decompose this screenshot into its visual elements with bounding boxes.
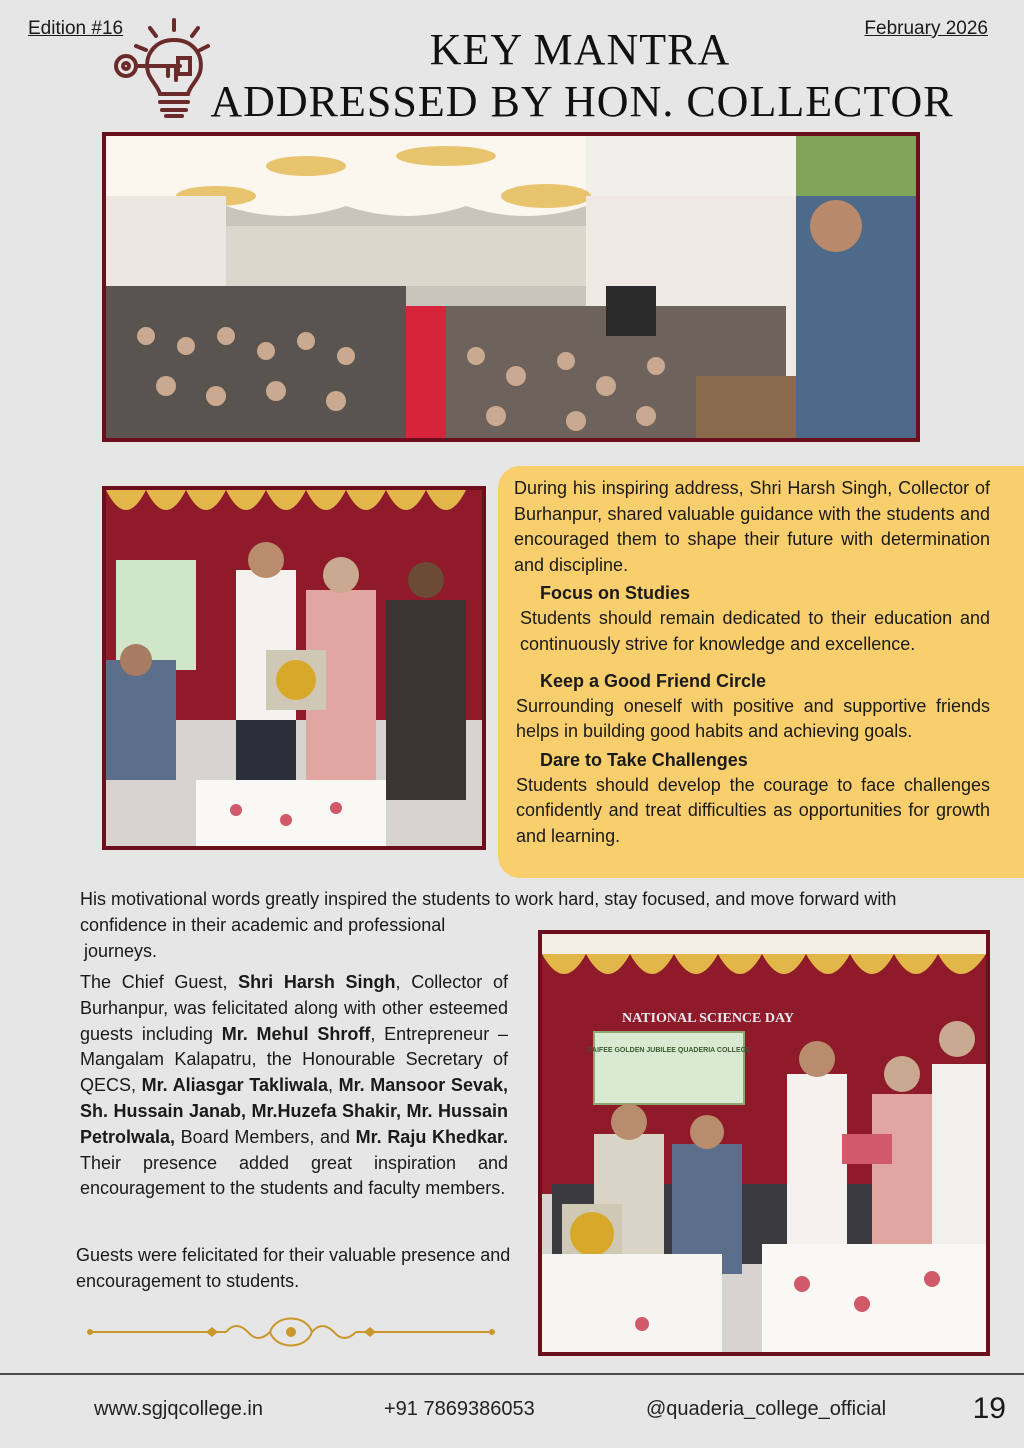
edition-label: Edition #16 xyxy=(28,18,124,39)
page-title-line2: ADDRESSED BY HON. COLLECTOR xyxy=(210,77,954,126)
guest-name-bold: Mr. Raju Khedkar. xyxy=(355,1126,508,1147)
guest-text: , xyxy=(328,1075,339,1096)
guest-text: Board Members, and xyxy=(175,1126,356,1147)
point-heading-3: Dare to Take Challenges xyxy=(540,749,748,770)
motivation-line-1: His motivational words greatly inspired the students to work hard, stay focused, and move forward with xyxy=(80,889,897,909)
audience-photo xyxy=(102,132,920,442)
felicitation-photo-left xyxy=(102,486,486,850)
footer-phone[interactable]: +91 7869386053 xyxy=(384,1398,535,1420)
point-text-2: Surrounding oneself with positive and supportive friends helps in building good habits and achieving goals. xyxy=(516,695,990,742)
guest-text: Their presence added great inspiration and encouragement to the students and faculty members. xyxy=(80,1152,508,1199)
footer-website[interactable]: www.sgjqcollege.in xyxy=(94,1398,263,1420)
ornament-divider-icon xyxy=(86,1312,496,1352)
motivation-line-2: confidence in their academic and professional xyxy=(80,915,446,935)
science-day-text: NATIONAL SCIENCE DAY xyxy=(622,1011,794,1026)
guest-text: The Chief Guest, xyxy=(80,972,239,992)
guest-text: , Collector of Burhanpur, was felicitated along with other esteemed guests including xyxy=(80,972,508,1044)
point-heading-1: Focus on Studies xyxy=(540,583,691,604)
key-mantra-infobox xyxy=(498,466,1024,878)
guest-text: , Entrepreneur – Mangalam Kalapatru, the Honourable Secretary of QECS, xyxy=(80,1023,508,1096)
footer-social-handle[interactable]: @quaderia_college_official xyxy=(646,1398,887,1420)
page-title-line1: KEY MANTRA xyxy=(429,25,731,74)
footer-divider xyxy=(0,1373,1024,1375)
issue-month: February 2026 xyxy=(864,18,988,39)
page-number: 19 xyxy=(972,1392,1006,1425)
point-text-3: Students should develop the courage to face challenges confidently and treat difficulties as opportunities for growth and learning. xyxy=(516,774,990,846)
guest-name-bold: Shri Harsh Singh xyxy=(238,972,396,992)
guest-name-bold: Mr. Aliasgar Takliwala xyxy=(141,1075,329,1096)
felicitation-paragraph: Guests were felicitated for their valuable presence and encouragement to students. xyxy=(76,1245,511,1291)
chief-guest-paragraph xyxy=(80,970,508,1202)
point-heading-2: Keep a Good Friend Circle xyxy=(540,670,767,691)
infobox-intro: During his inspiring address, Shri Harsh Singh, Collector of Burhanpur, shared valuable guidance with the students and encouraged them to shape their future with determination and discipline. xyxy=(514,478,990,575)
banner-text: SAIFEE GOLDEN JUBILEE QUADERIA COLLEGE xyxy=(587,1047,751,1054)
guest-name-bold: Mr. Mansoor Sevak, Sh. Hussain Janab, Mr.Huzefa Shakir, Mr. Hussain Petrolwala, xyxy=(80,1075,508,1147)
guest-name-bold: Mr. Mehul Shroff xyxy=(221,1023,371,1044)
point-text-1: Students should remain dedicated to their education and continuously strive for knowledge and excellence. xyxy=(520,608,990,654)
felicitation-photo-right xyxy=(538,930,990,1356)
motivation-line-3: journeys. xyxy=(84,941,158,961)
